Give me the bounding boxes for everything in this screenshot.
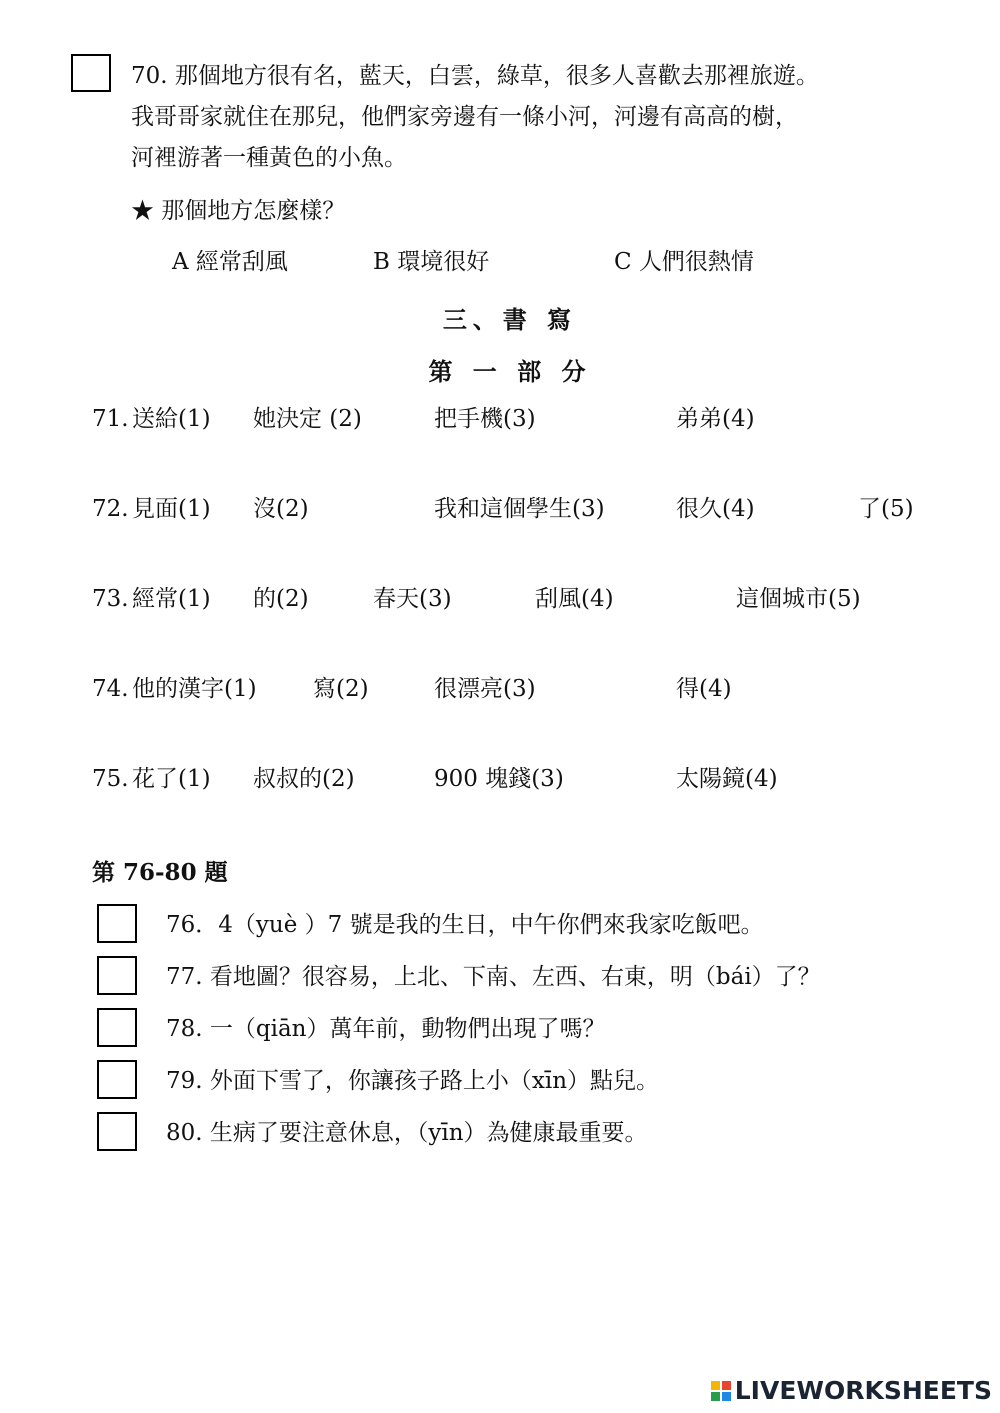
part-title: 第 一 部 分 (428, 357, 592, 386)
q73-number: 73. (92, 586, 129, 612)
q71-word-1: 送給(1) (132, 406, 211, 432)
q73-word-3: 春天(3) (373, 586, 452, 612)
q72-word-3: 我和這個學生(3) (434, 496, 605, 522)
q75-word-2: 叔叔的(2) (253, 766, 355, 792)
q77-text: 77. 看地圖？很容易，上北、下南、左西、右東，明（bái）了？ (166, 964, 821, 990)
q70-option-a: A 經常刮風 (172, 249, 288, 275)
q70-option-c: C 人們很熱情 (614, 249, 754, 275)
q73-word-1: 經常(1) (132, 586, 211, 612)
answer-box-77[interactable] (97, 956, 137, 995)
q75-word-1: 花了(1) (132, 766, 211, 792)
q74-word-3: 很漂亮(3) (434, 676, 536, 702)
q73-word-5: 這個城市(5) (736, 586, 861, 612)
answer-box-70[interactable] (71, 54, 111, 92)
q70-question: ★ 那個地方怎麼樣？ (131, 198, 346, 224)
part2-heading: 第 76-80 題 (92, 859, 228, 886)
q72-number: 72. (92, 496, 129, 522)
q74-number: 74. (92, 676, 129, 702)
answer-box-78[interactable] (97, 1008, 137, 1047)
q74-word-2: 寫(2) (313, 676, 369, 702)
q70-line1: 70. 那個地方很有名，藍天，白雲，綠草，很多人喜歡去那裡旅遊。 (131, 63, 819, 89)
q73-word-2: 的(2) (253, 586, 309, 612)
logo-square-3 (711, 1392, 720, 1401)
q74-word-4: 得(4) (676, 676, 732, 702)
q72-word-2: 沒(2) (253, 496, 309, 522)
logo-text: LIVEWORKSHEETS (734, 1376, 992, 1405)
liveworksheets-logo (711, 1376, 992, 1405)
q75-word-4: 太陽鏡(4) (676, 766, 778, 792)
q70-line2: 我哥哥家就住在那兒，他們家旁邊有一條小河，河邊有高高的樹， (131, 104, 798, 130)
q71-number: 71. (92, 406, 129, 432)
q74-word-1: 他的漢字(1) (132, 676, 257, 702)
q70-option-b: B 環境很好 (373, 249, 490, 275)
logo-square-4 (722, 1392, 731, 1401)
q71-word-3: 把手機(3) (434, 406, 536, 432)
q71-word-2: 她決定 (2) (253, 406, 362, 432)
q71-word-4: 弟弟(4) (676, 406, 755, 432)
q76-text: 76．4（yuè ）7 號是我的生日，中午你們來我家吃飯吧。 (166, 912, 764, 938)
q75-number: 75. (92, 766, 129, 792)
answer-box-76[interactable] (97, 904, 137, 943)
q72-word-5: 了(5) (858, 496, 914, 522)
section-title: 三、書 寫 (442, 305, 578, 334)
liveworksheets-logo-icon (711, 1381, 731, 1401)
logo-square-2 (722, 1381, 731, 1390)
q75-word-3: 900 塊錢(3) (434, 766, 564, 792)
q80-text: 80. 生病了要注意休息，（yīn）為健康最重要。 (166, 1120, 648, 1146)
q73-word-4: 刮風(4) (535, 586, 614, 612)
q72-word-4: 很久(4) (676, 496, 755, 522)
q79-text: 79. 外面下雪了，你讓孩子路上小（xīn）點兒。 (166, 1068, 660, 1094)
logo-square-1 (711, 1381, 720, 1390)
q78-text: 78. 一（qiān）萬年前，動物們出現了嗎？ (166, 1016, 606, 1042)
q70-line3: 河裡游著一種黃色的小魚。 (131, 145, 407, 171)
q72-word-1: 見面(1) (132, 496, 211, 522)
answer-box-79[interactable] (97, 1060, 137, 1099)
answer-box-80[interactable] (97, 1112, 137, 1151)
